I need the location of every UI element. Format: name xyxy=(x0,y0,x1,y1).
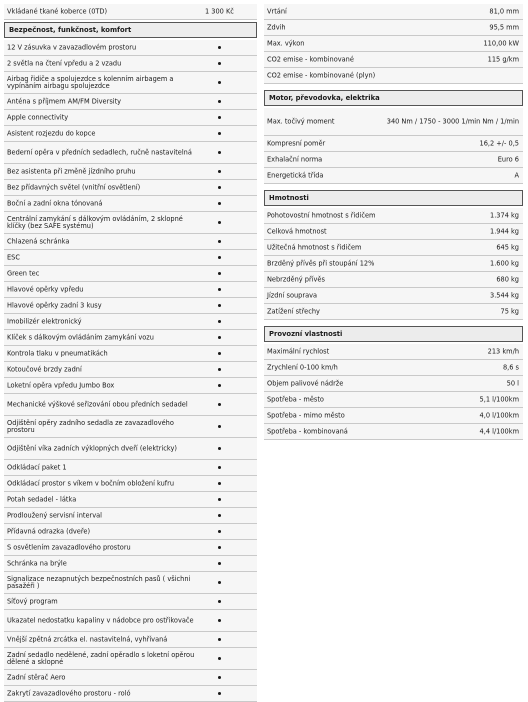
equipment-row xyxy=(4,72,257,94)
spec-label: Nebrzděný přívěs xyxy=(267,274,325,283)
equipment-label: Hlavové opěrky vpředu xyxy=(7,284,84,293)
equipment-label: Potah sedadel - látka xyxy=(7,494,77,503)
spec-row xyxy=(264,224,523,240)
spec-row xyxy=(264,408,523,424)
spec-row xyxy=(264,136,523,152)
equipment-label: Chlazená schránka xyxy=(7,236,70,245)
included-bullet-icon xyxy=(218,100,221,103)
included-bullet-icon xyxy=(218,403,221,406)
equipment-label: Odjištění víka zadních výklopných dveří (elektricky) xyxy=(7,443,177,452)
equipment-label: Odkládací prostor s víkem v bočním obložení kufru xyxy=(7,478,175,487)
spec-value: 50 l xyxy=(506,379,519,387)
option-label: Vkládané tkané koberce (0TD) xyxy=(7,6,108,15)
included-bullet-icon xyxy=(218,186,221,189)
included-bullet-icon xyxy=(218,352,221,355)
equipment-label: Ukazatel nedostatku kapaliny v nádobce pro ostřikovače xyxy=(7,615,194,624)
spec-row xyxy=(264,424,523,440)
included-bullet-icon xyxy=(218,132,221,135)
equipment-row xyxy=(4,416,257,438)
included-bullet-icon xyxy=(218,202,221,205)
equipment-row xyxy=(4,126,257,142)
included-bullet-icon xyxy=(218,46,221,49)
equipment-row xyxy=(4,438,257,460)
equipment-label: Hlavové opěrky zadní 3 kusy xyxy=(7,300,102,309)
equipment-label: Asistent rozjezdu do kopce xyxy=(7,128,96,137)
section-header xyxy=(264,190,523,206)
equipment-row xyxy=(4,670,257,686)
equipment-row xyxy=(4,40,257,56)
spec-row xyxy=(264,360,523,376)
included-bullet-icon xyxy=(218,619,221,622)
equipment-label: Anténa s příjmem AM/FM Diversity xyxy=(7,96,122,105)
section-title: Motor, převodovka, elektrika xyxy=(269,94,380,102)
spec-label: Zatížení střechy xyxy=(267,306,320,315)
spec-label: Max. točivý moment xyxy=(267,116,335,125)
spec-row xyxy=(264,52,523,68)
included-bullet-icon xyxy=(218,81,221,84)
included-bullet-icon xyxy=(218,562,221,565)
equipment-label: Green tec xyxy=(7,268,40,277)
spec-value: 5,1 l/100km xyxy=(479,395,519,403)
equipment-row xyxy=(4,572,257,594)
spec-row xyxy=(264,272,523,288)
equipment-label: S osvětlením zavazadlového prostoru xyxy=(7,542,131,551)
equipment-label: Vnější zpětná zrcátka el. nastavitelná, vyhřívaná xyxy=(7,634,168,643)
spec-value: 213 km/h xyxy=(487,347,519,355)
spec-label: Energetická třída xyxy=(267,170,324,179)
included-bullet-icon xyxy=(218,221,221,224)
spec-label: Spotřeba - mimo město xyxy=(267,410,345,419)
equipment-label: ESC xyxy=(7,252,20,261)
spec-row xyxy=(264,152,523,168)
equipment-label: Airbag řidiče a spolujezdce s kolenním airbagem a vypínáním airbagu spolujezdce xyxy=(7,74,174,90)
equipment-row xyxy=(4,266,257,282)
included-bullet-icon xyxy=(218,692,221,695)
engine-specs-list xyxy=(264,4,523,84)
equipment-row xyxy=(4,314,257,330)
equipment-label: Odkládací paket 1 xyxy=(7,462,67,471)
spec-value: 4,0 l/100km xyxy=(479,411,519,419)
equipment-row xyxy=(4,648,257,670)
spec-label: Užitečná hmotnost s řidičem xyxy=(267,242,362,251)
equipment-label: Imobilizér elektronický xyxy=(7,316,82,325)
included-bullet-icon xyxy=(218,304,221,307)
equipment-column xyxy=(4,4,257,702)
spec-label: CO2 emise - kombinované xyxy=(267,54,354,63)
included-bullet-icon xyxy=(218,368,221,371)
equipment-label: Klíček s dálkovým ovládáním zamykání vozu xyxy=(7,332,154,341)
spec-row xyxy=(264,108,523,136)
included-bullet-icon xyxy=(218,657,221,660)
spec-label: Spotřeba - kombinovaná xyxy=(267,426,348,435)
spec-value: 340 Nm / 1750 - 3000 1/min Nm / 1/min xyxy=(386,117,519,125)
section-title: Bezpečnost, funkčnost, komfort xyxy=(9,26,132,34)
equipment-row xyxy=(4,540,257,556)
spec-label: Kompresní poměr xyxy=(267,138,326,147)
equipment-list xyxy=(4,40,257,702)
included-bullet-icon xyxy=(218,482,221,485)
equipment-row xyxy=(4,94,257,110)
spec-sections xyxy=(264,90,523,440)
equipment-row xyxy=(4,330,257,346)
spec-row xyxy=(264,240,523,256)
spec-label: CO2 emise - kombinované (plyn) xyxy=(267,70,376,79)
spec-label: Brzděný přívěs při stoupání 12% xyxy=(267,258,375,267)
spec-value: 16,2 +/- 0,5 xyxy=(479,139,519,147)
included-bullet-icon xyxy=(218,288,221,291)
included-bullet-icon xyxy=(218,336,221,339)
included-bullet-icon xyxy=(218,638,221,641)
included-bullet-icon xyxy=(218,320,221,323)
spec-value: Euro 6 xyxy=(497,155,519,163)
equipment-row xyxy=(4,394,257,416)
equipment-row xyxy=(4,460,257,476)
spec-label: Max. výkon xyxy=(267,38,305,47)
equipment-row xyxy=(4,234,257,250)
spec-value: 110,00 kW xyxy=(483,39,519,47)
spec-value: A xyxy=(514,171,519,179)
spec-label: Zdvih xyxy=(267,22,286,31)
equipment-label: Apple connectivity xyxy=(7,112,69,121)
equipment-label: Odjištění opěry zadního sedadla ze zavazadlového prostoru xyxy=(7,418,174,434)
equipment-label: 2 světla na čtení vpředu a 2 vzadu xyxy=(7,58,122,67)
spec-label: Zrychlení 0-100 km/h xyxy=(267,362,338,371)
equipment-label: Zadní stěrač Aero xyxy=(7,672,66,681)
equipment-label: 12 V zásuvka v zavazadlovém prostoru xyxy=(7,42,137,51)
equipment-row xyxy=(4,180,257,196)
spec-label: Vrtání xyxy=(267,6,287,15)
equipment-row xyxy=(4,556,257,572)
included-bullet-icon xyxy=(218,466,221,469)
spec-row xyxy=(264,392,523,408)
equipment-label: Mechanické výškové seřizování obou předních sedadel xyxy=(7,399,188,408)
spec-label: Maximální rychlost xyxy=(267,346,330,355)
equipment-row xyxy=(4,212,257,234)
equipment-label: Signalizace nezapnutých bezpečnostních pasů ( všichni pasažéři ) xyxy=(7,574,191,590)
spec-value: 645 kg xyxy=(496,243,519,251)
included-bullet-icon xyxy=(218,272,221,275)
spec-value: 1.944 kg xyxy=(490,227,519,235)
included-bullet-icon xyxy=(218,447,221,450)
equipment-row xyxy=(4,282,257,298)
spec-row xyxy=(264,376,523,392)
equipment-label: Kotoučové brzdy zadní xyxy=(7,364,82,373)
included-bullet-icon xyxy=(218,151,221,154)
equipment-label: Centrální zamykání s dálkovým ovládáním, 2 sklopné klíčky (bez SAFE systému) xyxy=(7,214,183,230)
equipment-label: Zadní sedadlo nedělené, zadní opěradlo s loketní opěrou dělené a sklopné xyxy=(7,650,195,666)
equipment-row xyxy=(4,686,257,702)
spec-label: Celková hmotnost xyxy=(267,226,327,235)
equipment-row xyxy=(4,378,257,394)
included-bullet-icon xyxy=(218,514,221,517)
included-bullet-icon xyxy=(218,530,221,533)
section-header-safety xyxy=(4,22,257,38)
section-header xyxy=(264,90,523,106)
spec-label: Spotřeba - město xyxy=(267,394,324,403)
spec-row xyxy=(264,288,523,304)
specs-column xyxy=(264,4,523,440)
equipment-label: Loketní opěra vpředu Jumbo Box xyxy=(7,380,115,389)
spec-row xyxy=(264,256,523,272)
equipment-row xyxy=(4,110,257,126)
equipment-label: Prodloužený servisní interval xyxy=(7,510,103,519)
spec-value: 8,6 s xyxy=(502,363,519,371)
spec-value: 115 g/km xyxy=(487,55,519,63)
equipment-label: Kontrola tlaku v pneumatikách xyxy=(7,348,108,357)
spec-label: Exhalační norma xyxy=(267,154,323,163)
included-bullet-icon xyxy=(218,62,221,65)
equipment-label: Bez přídavných světel (vnitřní osvětlení) xyxy=(7,182,141,191)
equipment-row xyxy=(4,142,257,164)
equipment-row xyxy=(4,56,257,72)
equipment-row xyxy=(4,196,257,212)
spec-value: 680 kg xyxy=(496,275,519,283)
spec-row xyxy=(264,20,523,36)
spec-row xyxy=(264,36,523,52)
equipment-label: Schránka na brýle xyxy=(7,558,67,567)
included-bullet-icon xyxy=(218,600,221,603)
equipment-label: Bez asistenta při změně jízdního pruhu xyxy=(7,166,136,175)
spec-value: 1.374 kg xyxy=(490,211,519,219)
spec-value: 75 kg xyxy=(500,307,519,315)
equipment-label: Zakrytí zavazadlového prostoru - roló xyxy=(7,688,131,697)
included-bullet-icon xyxy=(218,256,221,259)
option-row-carpets xyxy=(4,4,257,20)
section-header xyxy=(264,326,523,342)
equipment-label: Bederní opěra v předních sedadlech, ručně nastavitelná xyxy=(7,147,192,156)
equipment-row xyxy=(4,594,257,610)
spec-label: Objem palivové nádrže xyxy=(267,378,344,387)
section-title: Hmotnosti xyxy=(269,194,309,202)
section-title: Provozní vlastnosti xyxy=(269,330,343,338)
equipment-row xyxy=(4,164,257,180)
spec-value: 3.544 kg xyxy=(490,291,519,299)
spec-value: 1.600 kg xyxy=(490,259,519,267)
equipment-row xyxy=(4,346,257,362)
included-bullet-icon xyxy=(218,170,221,173)
spec-row xyxy=(264,208,523,224)
equipment-row xyxy=(4,508,257,524)
equipment-row xyxy=(4,476,257,492)
equipment-row xyxy=(4,492,257,508)
spec-value: 95,5 mm xyxy=(489,23,519,31)
spec-row xyxy=(264,168,523,184)
included-bullet-icon xyxy=(218,498,221,501)
spec-row xyxy=(264,304,523,320)
spec-value: 4,4 l/100km xyxy=(479,427,519,435)
included-bullet-icon xyxy=(218,581,221,584)
spec-row xyxy=(264,344,523,360)
spec-row xyxy=(264,68,523,84)
equipment-row xyxy=(4,298,257,314)
spec-label: Jízdní souprava xyxy=(267,290,318,299)
equipment-label: Přídavná odrazka (dveře) xyxy=(7,526,91,535)
spec-row xyxy=(264,4,523,20)
spec-label: Pohotovostní hmotnost s řidičem xyxy=(267,210,376,219)
option-price: 1 300 Kč xyxy=(205,7,234,15)
equipment-row xyxy=(4,632,257,648)
included-bullet-icon xyxy=(218,240,221,243)
included-bullet-icon xyxy=(218,425,221,428)
equipment-label: Síťový program xyxy=(7,596,58,605)
included-bullet-icon xyxy=(218,546,221,549)
included-bullet-icon xyxy=(218,676,221,679)
included-bullet-icon xyxy=(218,384,221,387)
included-bullet-icon xyxy=(218,116,221,119)
equipment-row xyxy=(4,362,257,378)
equipment-label: Boční a zadní okna tónovaná xyxy=(7,198,103,207)
equipment-row xyxy=(4,610,257,632)
spec-value: 81,0 mm xyxy=(489,7,519,15)
equipment-row xyxy=(4,524,257,540)
equipment-row xyxy=(4,250,257,266)
